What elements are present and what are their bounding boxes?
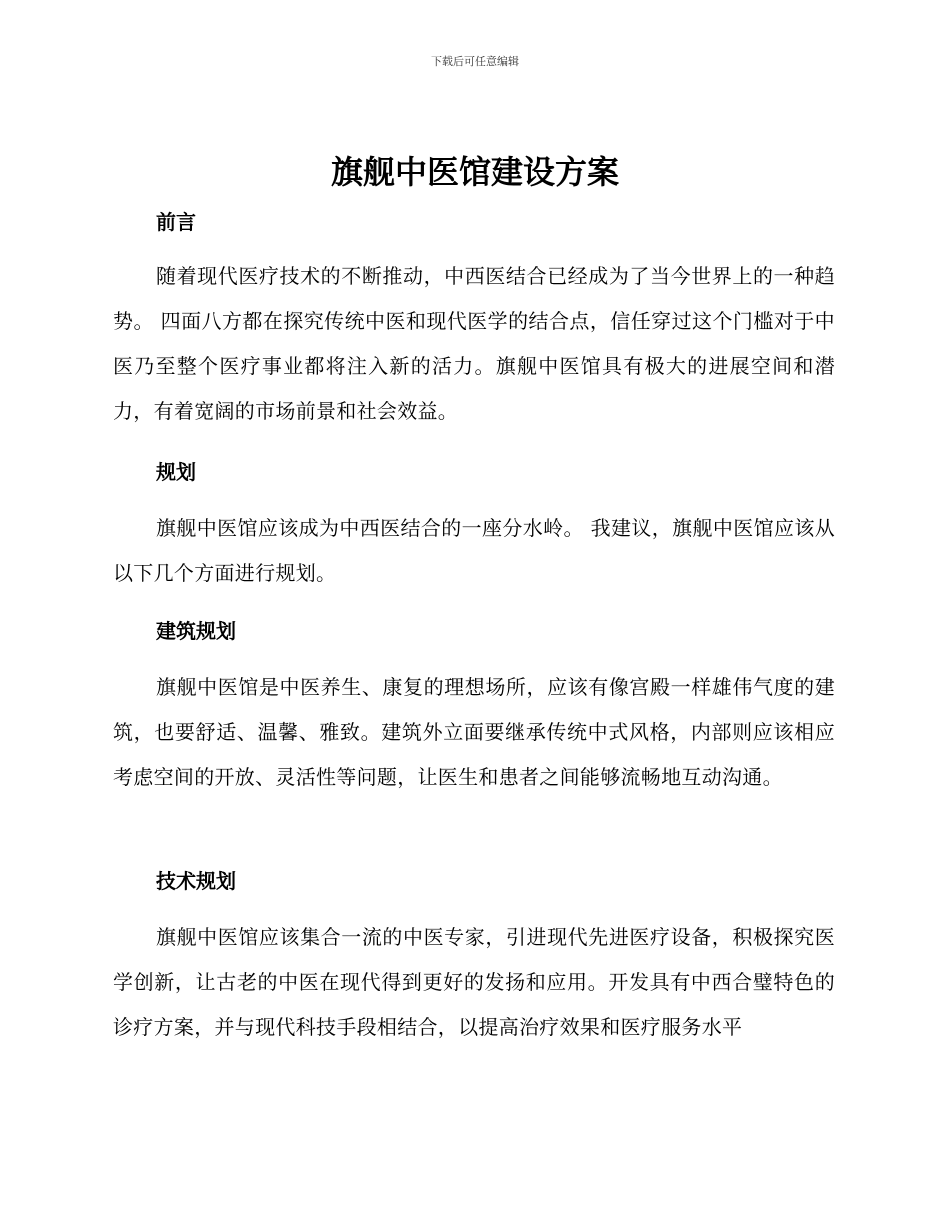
section-paragraph-technology: 旗舰中医馆应该集合一流的中医专家，引进现代先进医疗设备，积极探究医学创新，让古老的中医在现代得到更好的发扬和应用。开发具有中西合璧特色的诊疗方案，并与现代科技手段相结合，以提高治疗效果和医疗服务水平 bbox=[113, 925, 835, 1039]
section-paragraph-foreword: 随着现代医疗技术的不断推动，中西医结合已经成为了当今世界上的一种趋势。 四面八方都在探究传统中医和现代医学的结合点，信任穿过这个门槛对于中医乃至整个医疗事业都将注入新的活力。旗舰中医馆具有极大的进展空间和潜力，有着宽阔的市场前景和社会效益。 bbox=[113, 264, 835, 423]
header-note: 下载后可任意编辑 bbox=[431, 55, 519, 68]
document-title: 旗舰中医馆建设方案 bbox=[330, 153, 619, 191]
section-heading-architecture: 建筑规划 bbox=[156, 619, 236, 643]
section-heading-technology: 技术规划 bbox=[156, 869, 236, 893]
section-paragraph-planning: 旗舰中医馆应该成为中西医结合的一座分水岭。 我建议，旗舰中医馆应该从以下几个方面进行规划。 bbox=[113, 516, 835, 585]
section-heading-foreword: 前言 bbox=[156, 210, 196, 234]
section-paragraph-architecture: 旗舰中医馆是中医养生、康复的理想场所，应该有像宫殿一样雄伟气度的建筑，也要舒适、温馨、雅致。建筑外立面要继承传统中式风格，内部则应该相应考虑空间的开放、灵活性等问题，让医生和患者之间能够流畅地互动沟通。 bbox=[113, 675, 835, 789]
section-heading-planning: 规划 bbox=[156, 460, 196, 484]
